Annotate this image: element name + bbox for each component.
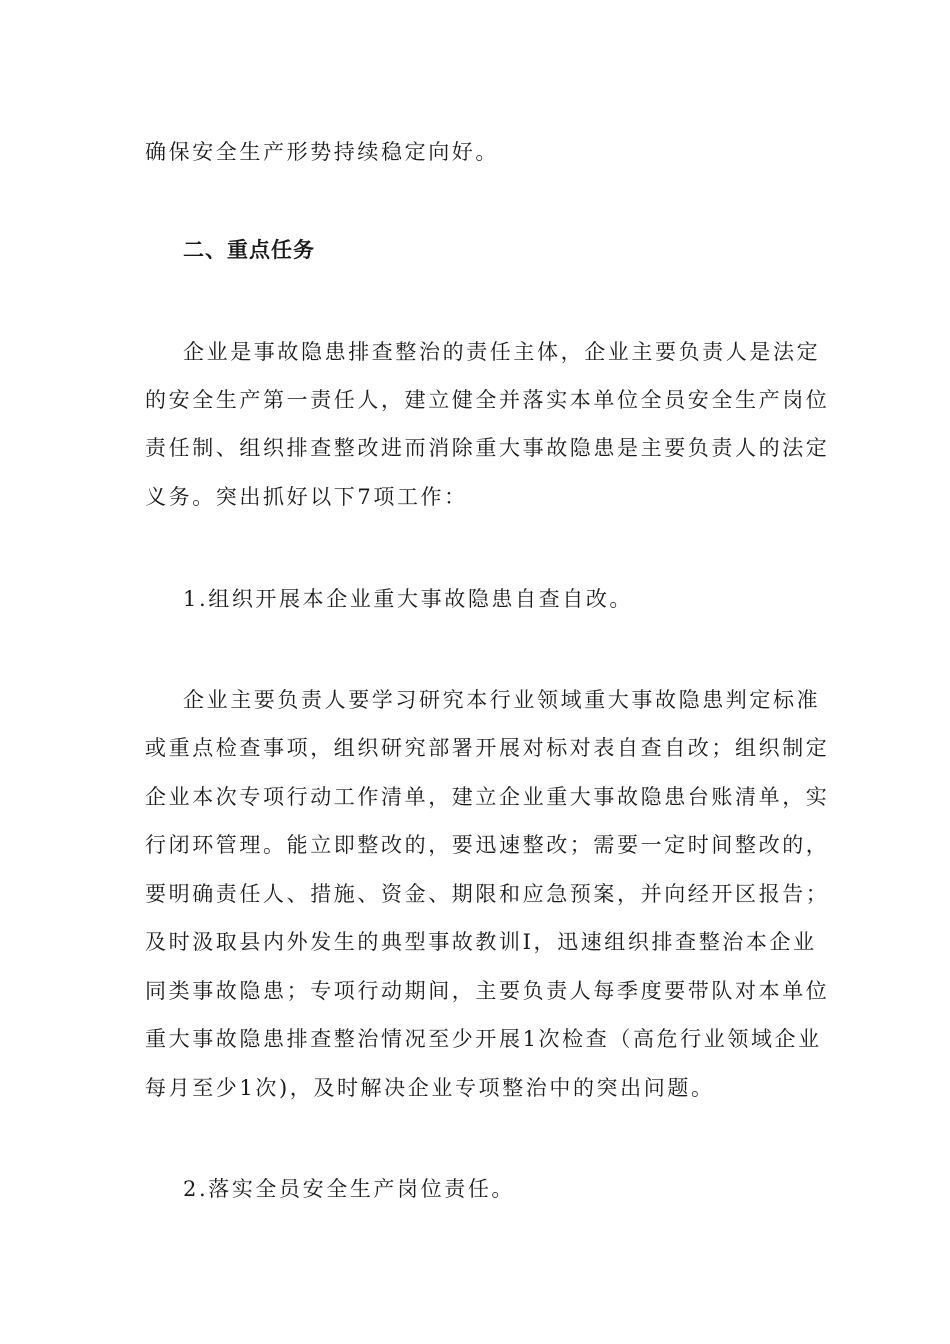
item1-line-1: 企业主要负责人要学习研究本行业领域重大事故隐患判定标准 xyxy=(183,688,821,712)
intro-line-1: 企业是事故隐患排查整治的责任主体，企业主要负责人是法定 xyxy=(183,340,821,364)
item1-line-2: 或重点检查事项，组织研究部署开展对标对表自查自改；组织制定 xyxy=(145,736,830,760)
item1-line-7: 同类事故隐患；专项行动期间，主要负责人每季度要带队对本单位 xyxy=(145,979,830,1003)
item1-line-8: 重大事故隐患排查整治情况至少开展1次检查（高危行业领域企业 xyxy=(145,1027,822,1051)
intro-line-4: 义务。突出抓好以下7项工作： xyxy=(145,485,468,509)
item1-line-5: 要明确责任人、措施、资金、期限和应急预案，并向经开区报告； xyxy=(145,882,830,906)
intro-line-2: 的安全生产第一责任人，建立健全并落实本单位全员安全生产岗位 xyxy=(145,388,830,412)
item1-line-6: 及时汲取县内外发生的典型事故教训I，迅速组织排查整治本企业 xyxy=(145,930,817,954)
continuation-text: 确保安全生产形势持续稳定向好。 xyxy=(145,140,499,164)
item2-title: 2.落实全员安全生产岗位责任。 xyxy=(183,1177,516,1201)
item1-line-3: 企业本次专项行动工作清单，建立企业重大事故隐患台账清单，实 xyxy=(145,785,830,809)
section-heading: 二、重点任务 xyxy=(183,238,315,262)
item1-line-9: 每月至少1次)，及时解决企业专项整治中的突出问题。 xyxy=(145,1076,715,1100)
intro-line-3: 责任制、组织排查整改进而消除重大事故隐患是主要负责人的法定 xyxy=(145,436,830,460)
item1-title: 1.组织开展本企业重大事故隐患自查自改。 xyxy=(183,587,634,611)
item1-line-4: 行闭环管理。能立即整改的，要迅速整改；需要一定时间整改的， xyxy=(145,833,830,857)
